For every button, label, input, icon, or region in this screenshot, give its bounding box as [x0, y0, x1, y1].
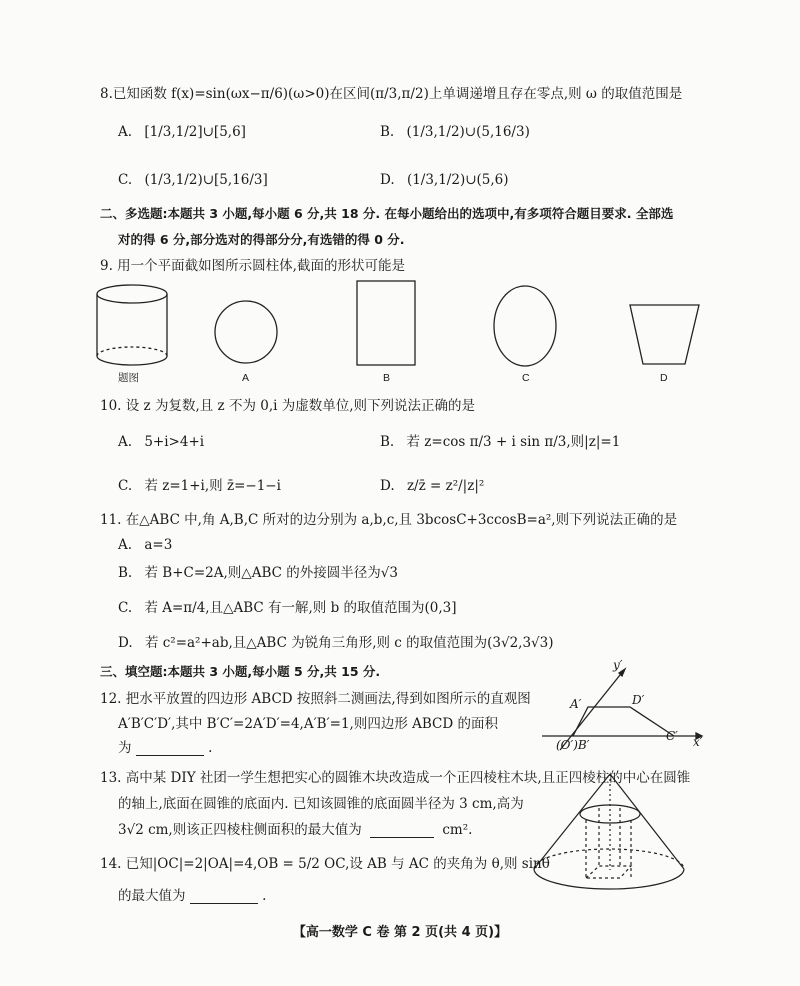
q10-option-d	[380, 478, 484, 494]
figure-label-a: A	[242, 372, 250, 384]
q10-option-b	[380, 434, 620, 450]
q12-prefix: 为	[118, 740, 132, 756]
ellipse-figure	[494, 286, 556, 366]
option-text: (1/3,1/2)∪(5,16/3)	[406, 124, 530, 140]
option-label: B.	[118, 565, 133, 581]
option-label: C.	[118, 478, 133, 494]
q10-stem: 10. 设 z 为复数,且 z 不为 0,i 为虚数单位,则下列说法正确的是	[100, 398, 476, 414]
q12-line1: 12. 把水平放置的四边形 ABCD 按照斜二测画法,得到如图所示的直观图	[100, 691, 531, 707]
cylinder-figure	[97, 285, 167, 365]
option-label: D.	[380, 172, 395, 188]
option-text: [1/3,1/2]∪[5,6]	[144, 124, 246, 140]
q12-line2: A′B′C′D′,其中 B′C′=2A′D′=4,A′B′=1,则四边形 ABCD 的面积	[118, 716, 498, 732]
option-text: 若 c²=a²+ab,且△ABC 为锐角三角形,则 c 的取值范围为(3√2,3√3)	[144, 635, 554, 651]
page-footer: 【高一数学 C 卷 第 2 页(共 4 页)】	[292, 925, 508, 940]
q8-option-c	[118, 172, 268, 188]
figure-label-b: B	[383, 372, 391, 384]
q12-answer-blank[interactable]	[136, 741, 204, 756]
q13-line1: 13. 高中某 DIY 社团一学生想把实心的圆锥木块改造成一个正四棱柱木块,且正四棱柱的中心在圆锥	[100, 770, 691, 786]
q12-label-c: C′	[666, 729, 678, 743]
q11-stem: 11. 在△ABC 中,角 A,B,C 所对的边分别为 a,b,c,且 3bcosC+3ccosB=a²,则下列说法正确的是	[100, 512, 678, 528]
circle-figure	[215, 301, 277, 363]
option-text: (1/3,1/2)∪[5,16/3]	[144, 172, 268, 188]
option-text: z/z̄ = z²/|z|²	[406, 478, 485, 494]
q12-label-d: D′	[632, 693, 645, 707]
option-label: D.	[118, 635, 133, 651]
option-text: 5+i>4+i	[144, 434, 205, 450]
q11-option-c	[118, 600, 457, 616]
q14-prefix: 的最大值为	[118, 888, 186, 904]
q12-suffix: .	[208, 740, 213, 756]
option-label: A.	[118, 434, 133, 450]
q13-line2: 的轴上,底面在圆锥的底面内. 已知该圆锥的底面圆半径为 3 cm,高为	[118, 796, 524, 812]
q12-label-y: y′	[613, 658, 623, 672]
q14-answer-blank[interactable]	[190, 889, 258, 904]
option-label: C.	[118, 600, 133, 616]
option-text: 若 A=π/4,且△ABC 有一解,则 b 的取值范围为(0,3]	[144, 600, 457, 616]
q14-line2	[118, 888, 266, 904]
q13-cone-diagram	[530, 766, 690, 896]
q13-prefix: 3√2 cm,则该正四棱柱侧面积的最大值为	[118, 822, 362, 838]
q10-option-a	[118, 434, 204, 450]
q13-suffix: cm².	[442, 822, 473, 838]
q9-stem: 9. 用一个平面截如图所示圆柱体,截面的形状可能是	[100, 258, 405, 274]
figure-label-cylinder: 题图	[118, 372, 139, 384]
q13-answer-blank[interactable]	[370, 823, 434, 838]
option-label: B.	[380, 434, 395, 450]
q13-line3	[118, 822, 472, 838]
section2-heading-line1: 二、多选题:本题共 3 小题,每小题 6 分,共 18 分. 在每小题给出的选项中,有多项符合题目要求. 全部选	[100, 206, 674, 221]
section2-heading-line2: 对的得 6 分,部分选对的得部分分,有选错的得 0 分.	[118, 232, 405, 247]
q11-option-d	[118, 635, 554, 651]
figure-label-c: C	[522, 372, 530, 384]
option-text: a=3	[144, 537, 173, 553]
option-label: D.	[380, 478, 395, 494]
q12-label-ob: (O′)B′	[556, 738, 590, 752]
rectangle-figure	[357, 281, 415, 365]
q8-option-b	[380, 124, 530, 140]
option-label: A.	[118, 124, 133, 140]
q12-label-x: x′	[693, 735, 703, 749]
q12-label-a: A′	[570, 697, 582, 711]
q8-stem: 8.已知函数 f(x)=sin(ωx−π/6)(ω>0)在区间(π/3,π/2)上单调递增且存在零点,则 ω 的取值范围是	[100, 86, 683, 102]
option-text: 若 z=1+i,则 z̄=−1−i	[144, 478, 281, 494]
option-text: (1/3,1/2)∪(5,6)	[406, 172, 509, 188]
section3-heading: 三、填空题:本题共 3 小题,每小题 5 分,共 15 分.	[100, 664, 381, 679]
q14-suffix: .	[262, 888, 267, 904]
q8-option-d	[380, 172, 509, 188]
option-text: 若 z=cos π/3 + i sin π/3,则|z|=1	[406, 434, 621, 450]
q14-line1: 14. 已知|OC|=2|OA|=4,OB = 5/2 OC,设 AB 与 AC 的夹角为 θ,则 sinθ	[100, 856, 550, 872]
q11-option-b	[118, 565, 398, 581]
q10-option-c	[118, 478, 281, 494]
q11-option-a	[118, 537, 172, 553]
option-label: C.	[118, 172, 133, 188]
option-text: 若 B+C=2A,则△ABC 的外接圆半径为√3	[144, 565, 398, 581]
q12-line3	[118, 740, 212, 756]
option-label: A.	[118, 537, 133, 553]
trapezoid-figure	[630, 305, 699, 364]
option-label: B.	[380, 124, 395, 140]
q8-option-a	[118, 124, 246, 140]
figure-label-d: D	[660, 372, 668, 384]
